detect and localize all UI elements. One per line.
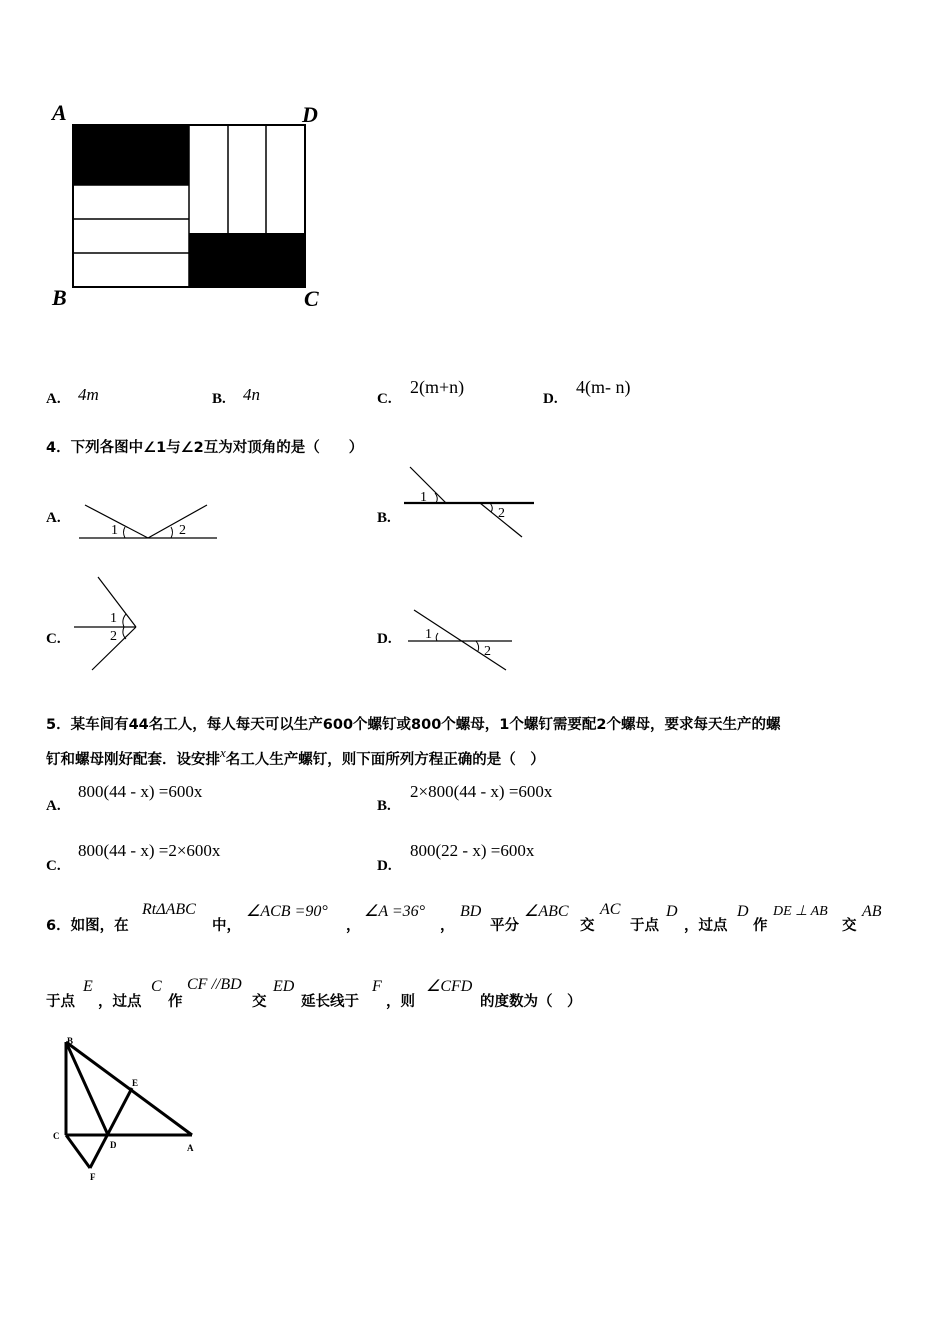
q6-l2-w5: 延长线于 [301,994,359,1010]
q5-stem-line2-b: 名工人生产螺钉，则下面所列方程正确的是（ ） [225,752,545,768]
q6-t6: AC [600,901,621,918]
q4a-angle2: 2 [179,523,186,538]
corner-label-d: D [302,102,318,127]
q5-option-a-value: 800(44 - x) =600x [78,782,203,801]
q5-option-c-value: 800(44 - x) =2×600x [78,841,221,860]
q6-w3: ， [440,918,455,934]
q4-figure-a [75,497,225,545]
q6-w7: ，过点 [684,918,728,934]
q6-fig-label-c: C [53,1131,60,1141]
q6-w1: 中， [212,918,241,934]
q4-figure-b [402,465,542,541]
q6-w9: 交 [842,918,857,934]
q4d-angle1: 1 [425,627,432,642]
q6-l2-t1: E [83,978,93,995]
q5-stem-line2-a: 钉和螺母刚好配套．设安排 [46,752,220,768]
q6-l2-w1: 于点 [46,994,75,1010]
q5-option-d-value: 800(22 - x) =600x [410,841,535,860]
q5-option-d-label: D. [377,858,392,874]
q5-option-b-value: 2×800(44 - x) =600x [410,782,553,801]
q4c-angle2: 2 [110,629,117,644]
q6-t4: BD [460,903,482,920]
q5-stem-var: x [220,745,226,760]
q3-option-c-label: C. [377,391,392,407]
q6-w5: 交 [580,918,595,934]
q3-option-a-value: 4m [78,385,99,404]
q4b-angle2: 2 [498,506,505,521]
q6-t2: ∠ACB =90° [246,903,328,920]
q6-fig-label-b: B [67,1036,74,1046]
q6-fig-label-a: A [187,1143,194,1153]
q6-l2-w2: ，过点 [98,994,142,1010]
q4-option-b-label: B. [377,510,391,526]
q6-t7: D [666,903,678,920]
q6-w8: 作 [753,918,768,934]
q4-option-c-label: C. [46,631,61,647]
q4a-angle1: 1 [111,523,118,538]
q3-option-d-label: D. [543,391,558,407]
q6-t8: D [737,903,749,920]
q6-l2-t4: ED [273,978,295,995]
q6-l2-t2: C [151,978,162,995]
q4-stem: 4．下列各图中∠1与∠2互为对顶角的是（ ） [46,440,364,456]
q5-stem-line2 [46,745,545,769]
q4c-angle1: 1 [110,611,117,626]
corner-label-b: B [52,285,67,310]
q4-option-a-label: A. [46,510,61,526]
q6-l2-w3: 作 [168,994,183,1010]
q6-fig-label-e: E [132,1078,139,1088]
q5-option-a-label: A. [46,798,61,814]
q3-option-c-value: 2(m+n) [410,377,465,397]
q6-w4: 平分 [490,918,519,934]
q6-l2-t6: ∠CFD [426,978,473,995]
q6-l2-t3: CF //BD [187,976,242,993]
corner-label-a: A [52,100,67,125]
q6-l2-w4: 交 [252,994,267,1010]
black-block-bottom-right [189,233,305,287]
q5-stem-line1: 5．某车间有44名工人，每人每天可以生产600个螺钉或800个螺母，1个螺钉需要配2个螺母，要求每天生产的螺 [46,717,781,733]
q6-t10: AB [862,903,882,920]
q6-fig-label-d: D [110,1140,117,1150]
q5-option-b-label: B. [377,798,391,814]
q3-option-d-value: 4(m- n) [576,377,631,397]
q4b-angle1: 1 [420,490,427,505]
q6-t9: DE ⊥ AB [773,904,828,919]
q6-t3: ∠A =36° [364,903,426,920]
q6-w2: ， [346,918,361,934]
q6-w6: 于点 [630,918,659,934]
q6-l2-w7: 的度数为（ ） [480,994,582,1010]
rectangle-figure [40,95,340,315]
q6-l2-w6: ，则 [386,994,415,1010]
q3-option-b-value: 4n [243,385,260,404]
q3-option-a-label: A. [46,391,61,407]
q5-option-c-label: C. [46,858,61,874]
q4-option-d-label: D. [377,631,392,647]
corner-label-c: C [304,286,319,311]
q6-prefix: 6．如图，在 [46,918,129,934]
q3-option-b-label: B. [212,391,226,407]
q4-figure-d [404,604,519,676]
q6-t5: ∠ABC [524,903,569,920]
black-block-top-left [73,125,189,185]
q6-t1: RtΔABC [142,901,196,918]
q6-fig-label-f: F [90,1172,96,1182]
q4d-angle2: 2 [484,644,491,659]
q6-triangle-figure [48,1032,208,1187]
q4-figure-c [72,573,152,673]
q6-l2-t5: F [372,978,382,995]
